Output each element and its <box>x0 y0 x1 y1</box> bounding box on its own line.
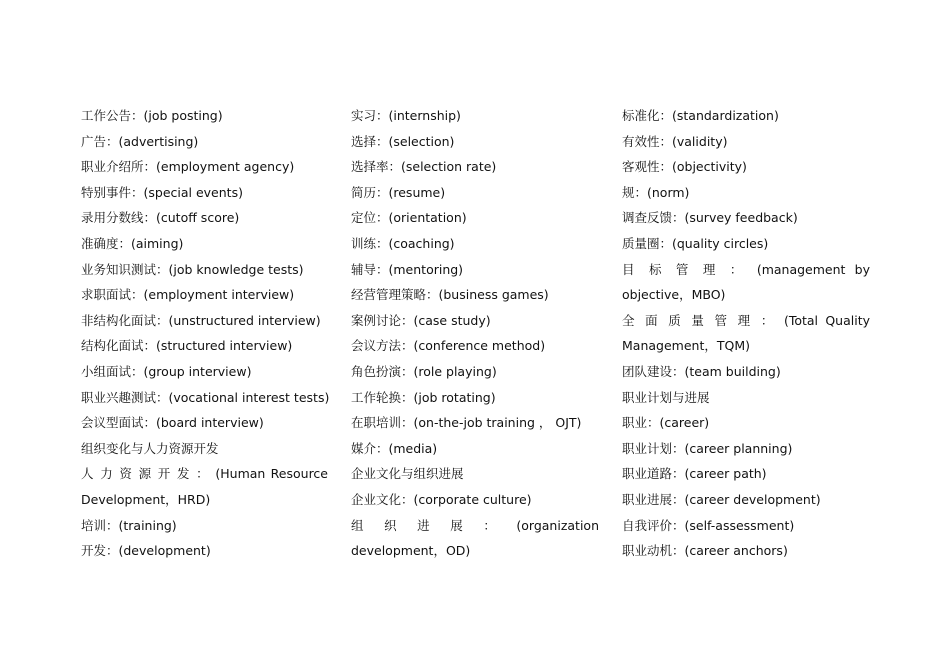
glossary-line: 工作公告：(job posting) <box>81 108 223 123</box>
glossary-line: 职业道路：(career path) <box>622 466 767 482</box>
glossary-line: 组织变化与人力资源开发 <box>81 440 219 456</box>
glossary-line: 企业文化：(corporate culture) <box>351 491 532 507</box>
glossary-line: 职业：(career) <box>622 415 710 431</box>
glossary-line: 有效性：(validity) <box>622 133 728 149</box>
glossary-line: 业务知识测试：(job knowledge tests) <box>81 261 304 277</box>
glossary-line: 会议方法：(conference method) <box>351 338 546 354</box>
glossary-column-2 <box>351 107 599 568</box>
glossary-line: 简历：(resume) <box>351 184 446 200</box>
glossary-column-1 <box>81 107 328 568</box>
glossary-line: 准确度：(aiming) <box>81 235 184 251</box>
glossary-line: Management，TQM) <box>622 338 750 354</box>
glossary-line: objective，MBO) <box>622 287 726 303</box>
glossary-line: 企业文化与组织进展 <box>351 466 464 482</box>
glossary-line: 选择：(selection) <box>351 133 455 149</box>
glossary-line: 录用分数线：(cutoff score) <box>81 210 240 226</box>
glossary-line: 媒介：(media) <box>351 440 438 456</box>
glossary-line: 全 面 质 量 管 理 ： (Total Quality <box>622 312 870 328</box>
glossary-line: 在职培训：(on-the-job training ， OJT) <box>351 415 582 431</box>
glossary-line: 求职面试：(employment interview) <box>81 287 295 303</box>
glossary-line: 职业动机：(career anchors) <box>622 543 788 559</box>
glossary-line: 职业兴趣测试：(vocational interest tests) <box>81 389 330 405</box>
glossary-line: 职业进展：(career development) <box>622 491 821 507</box>
glossary-line: 标准化：(standardization) <box>622 108 779 123</box>
glossary-line: 组 织 进 展 ： (organization <box>351 517 599 533</box>
glossary-line: 人 力 资 源 开 发 ： (Human Resource <box>81 466 328 482</box>
glossary-line: 角色扮演：(role playing) <box>351 363 497 379</box>
glossary-line: 经营管理策略：(business games) <box>351 287 549 303</box>
glossary-line: 培训：(training) <box>81 517 177 533</box>
glossary-line: development，OD) <box>351 543 471 559</box>
glossary-line: 职业介绍所：(employment agency) <box>81 159 295 175</box>
glossary-line: 质量圈：(quality circles) <box>622 235 769 251</box>
glossary-line: 选择率：(selection rate) <box>351 159 497 175</box>
glossary-line: 广告：(advertising) <box>81 133 199 149</box>
glossary-line: Development，HRD) <box>81 491 211 507</box>
glossary-line: 职业计划与进展 <box>622 389 710 405</box>
glossary-line: 客观性：(objectivity) <box>622 159 747 175</box>
glossary-line: 工作轮换：(job rotating) <box>351 389 496 405</box>
glossary-column-3 <box>622 107 870 568</box>
glossary-line: 辅导：(mentoring) <box>351 261 464 277</box>
glossary-line: 开发：(development) <box>81 543 211 559</box>
glossary-line: 目 标 管 理 ： (management by <box>622 261 870 277</box>
glossary-line: 团队建设：(team building) <box>622 363 781 379</box>
glossary-line: 会议型面试：(board interview) <box>81 415 264 431</box>
glossary-line: 定位：(orientation) <box>351 210 467 226</box>
glossary-line: 结构化面试：(structured interview) <box>81 338 293 354</box>
glossary-line: 自我评价：(self-assessment) <box>622 517 795 533</box>
glossary-line: 非结构化面试：(unstructured interview) <box>81 312 321 328</box>
glossary-line: 小组面试：(group interview) <box>81 363 252 379</box>
glossary-line: 调查反馈：(survey feedback) <box>622 210 798 226</box>
glossary-line: 职业计划：(career planning) <box>622 440 793 456</box>
glossary-line: 特别事件：(special events) <box>81 184 243 200</box>
glossary-line: 案例讨论：(case study) <box>351 312 491 328</box>
glossary-line: 实习：(internship) <box>351 108 461 123</box>
glossary-line: 规：(norm) <box>622 184 690 200</box>
glossary-line: 训练：(coaching) <box>351 235 455 251</box>
